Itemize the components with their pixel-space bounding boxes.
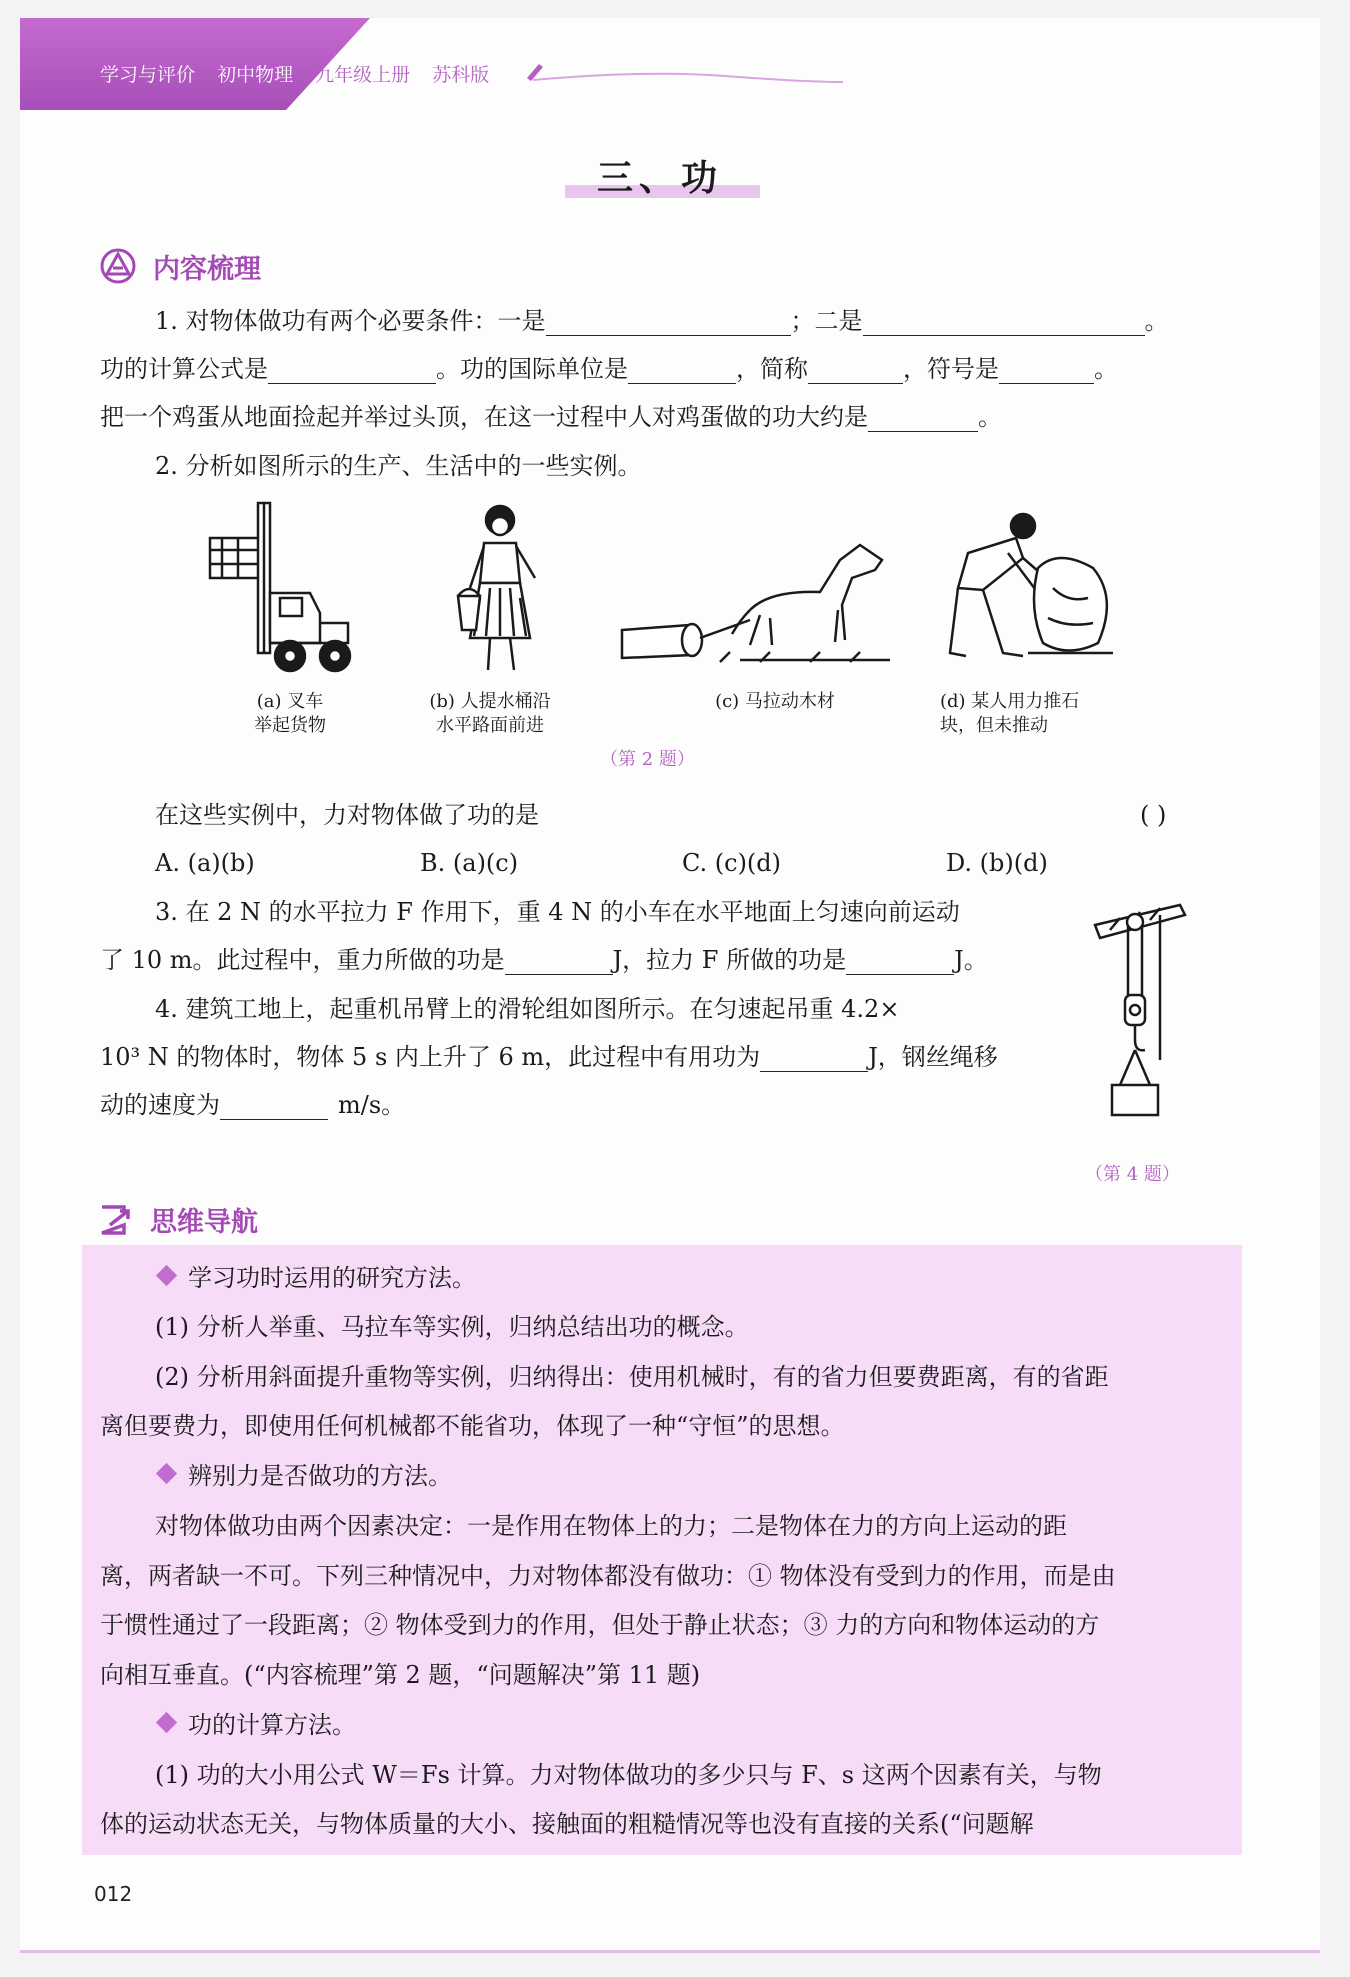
guide-bullet-3: [155, 1710, 356, 1740]
q1-line3: [100, 402, 1002, 432]
q1-text-c: 。: [1144, 307, 1169, 335]
q1-text-i: 把一个鸡蛋从地面捡起并举过头顶，在这一过程中人对鸡蛋做的功大约是: [100, 403, 868, 431]
q1-blank-unit[interactable]: [628, 357, 736, 384]
thinking-nav-icon: [98, 1203, 134, 1237]
q1-text-d: 功的计算公式是: [100, 355, 268, 383]
guide-p3b: 离，两者缺一不可。下列三种情况中，力对物体都没有做功：① 物体没有受到力的作用，而是由: [100, 1562, 1116, 1590]
q1-text-g: ，符号是: [903, 355, 999, 383]
q1-blank-condition2[interactable]: [863, 309, 1145, 336]
guide-p2a: (2) 分析用斜面提升重物等实例，归纳得出：使用机械时，有的省力但要费距离，有的省距: [155, 1363, 1109, 1391]
guide-p1: (1) 分析人举重、马拉车等实例，归纳总结出功的概念。: [155, 1313, 749, 1341]
q3-text-b: J，拉力 F 所做的功是: [612, 946, 847, 974]
q1-line1: [155, 306, 1169, 336]
q4-blank-speed[interactable]: [220, 1093, 328, 1120]
running-header: [100, 60, 493, 87]
caption-a: [230, 690, 350, 738]
q3-text-c: J。: [954, 946, 988, 974]
q4-line3: [100, 1090, 405, 1120]
q1-blank-short[interactable]: [808, 357, 903, 384]
fig-label-q2: （第 2 题）: [600, 749, 695, 770]
q3-line2: [100, 945, 988, 975]
guide-bullet-2-text: 辨别力是否做功的方法。: [188, 1462, 452, 1490]
q1-line2: [100, 354, 1118, 384]
q4-line1: 4. 建筑工地上，起重机吊臂上的滑轮组如图所示。在匀速起吊重 4.2×: [155, 995, 900, 1023]
page-title: 三、功: [596, 158, 723, 199]
q1-text-f: ，简称: [736, 355, 808, 383]
diamond-bullet-icon: [156, 1463, 177, 1484]
guide-bullet-1-text: 学习功时运用的研究方法。: [188, 1264, 476, 1292]
diamond-bullet-icon: [156, 1265, 177, 1286]
caption-d-text: (d) 某人用力推石 块，但未推动: [940, 691, 1080, 736]
caption-b: [410, 690, 570, 738]
q2-answer-bracket[interactable]: ( ): [1140, 801, 1167, 829]
man-pushing-rock-illustration: [928, 508, 1118, 673]
guide-p2b: 离但要费力，即使用任何机械都不能省功，体现了一种“守恒”的思想。: [100, 1412, 845, 1440]
pen-swoosh-icon: [525, 56, 845, 86]
q1-blank-symbol[interactable]: [999, 357, 1094, 384]
guide-p3d: 向相互垂直。(“内容梳理”第 2 题，“问题解决”第 11 题): [100, 1661, 701, 1689]
q4-blank-useful-work[interactable]: [760, 1045, 868, 1072]
header-series: 学习与评价: [100, 64, 196, 86]
q3-blank-pull-work[interactable]: [846, 948, 954, 975]
q1-text-b: ；二是: [790, 307, 863, 335]
page-number: 012: [94, 1882, 133, 1906]
diamond-bullet-icon: [156, 1712, 177, 1733]
horse-log-illustration: [620, 530, 900, 670]
guide-bullet-1: [155, 1263, 476, 1293]
guide-p4a: (1) 功的大小用公式 W＝Fs 计算。力对物体做功的多少只与 F、s 这两个因素有关，与物: [155, 1761, 1102, 1789]
caption-a-text: (a) 叉车 举起货物: [254, 691, 326, 736]
header-edition: 苏科版: [432, 64, 490, 86]
bottom-rule: [20, 1950, 1320, 1953]
guide-bullet-3-text: 功的计算方法。: [188, 1711, 356, 1739]
q3-text-a: 了 10 m。此过程中，重力所做的功是: [100, 946, 505, 974]
forklift-illustration: [200, 498, 360, 683]
section-heading-thinking-nav: 思维导航: [150, 1207, 258, 1238]
guide-p3a: 对物体做功由两个因素决定：一是作用在物体上的力；二是物体在力的方向上运动的距: [155, 1512, 1067, 1540]
fig-label-q4: （第 4 题）: [1085, 1164, 1180, 1185]
q1-blank-condition1[interactable]: [546, 309, 791, 336]
q1-text-e: 。功的国际单位是: [436, 355, 628, 383]
q4-text-b: J，钢丝绳移: [868, 1043, 998, 1071]
q2-question: 在这些实例中，力对物体做了功的是: [155, 801, 539, 829]
q3-line1: 3. 在 2 N 的水平拉力 F 作用下，重 4 N 的小车在水平地面上匀速向前运动: [155, 898, 960, 926]
q2-option-d[interactable]: D. (b)(d): [946, 849, 1048, 877]
q4-text-a: 10³ N 的物体时，物体 5 s 内上升了 6 m，此过程中有用功为: [100, 1043, 761, 1071]
caption-c-text: (c) 马拉动木材: [715, 691, 835, 712]
header-subject: 初中物理: [217, 64, 294, 86]
guide-p3c: 于惯性通过了一段距离；② 物体受到力的作用，但处于静止状态；③ 力的方向和物体运动的方: [100, 1611, 1100, 1639]
q1-blank-formula[interactable]: [268, 357, 436, 384]
woman-bucket-illustration: [440, 498, 560, 683]
q1-text-h: 。: [1094, 355, 1118, 383]
q4-text-c: 动的速度为: [100, 1091, 220, 1119]
q1-text-a: 1. 对物体做功有两个必要条件：一是: [155, 307, 546, 335]
q1-blank-egg-work[interactable]: [868, 405, 978, 432]
q2-stem: 2. 分析如图所示的生产、生活中的一些实例。: [155, 452, 642, 480]
guide-p4b: 体的运动状态无关，与物体质量的大小、接触面的粗糙情况等也没有直接的关系(“问题解: [100, 1810, 1034, 1838]
q4-text-d: m/s。: [338, 1091, 406, 1119]
guide-bullet-2: [155, 1461, 452, 1491]
q3-blank-gravity-work[interactable]: [505, 948, 613, 975]
header-grade: 九年级上册: [315, 64, 411, 86]
caption-c: [700, 690, 850, 714]
triangle-circle-icon: [98, 248, 138, 284]
pulley-crane-illustration: [1090, 900, 1190, 1140]
caption-b-text: (b) 人提水桶沿 水平路面前进: [429, 691, 551, 736]
q2-option-a[interactable]: A. (a)(b): [155, 849, 255, 877]
q2-option-b[interactable]: B. (a)(c): [420, 849, 519, 877]
caption-d: [940, 690, 1110, 738]
section-heading-content-review: 内容梳理: [153, 254, 261, 285]
q2-option-c[interactable]: C. (c)(d): [682, 849, 782, 877]
q1-text-j: 。: [978, 403, 1002, 431]
q4-line2: [100, 1042, 998, 1072]
